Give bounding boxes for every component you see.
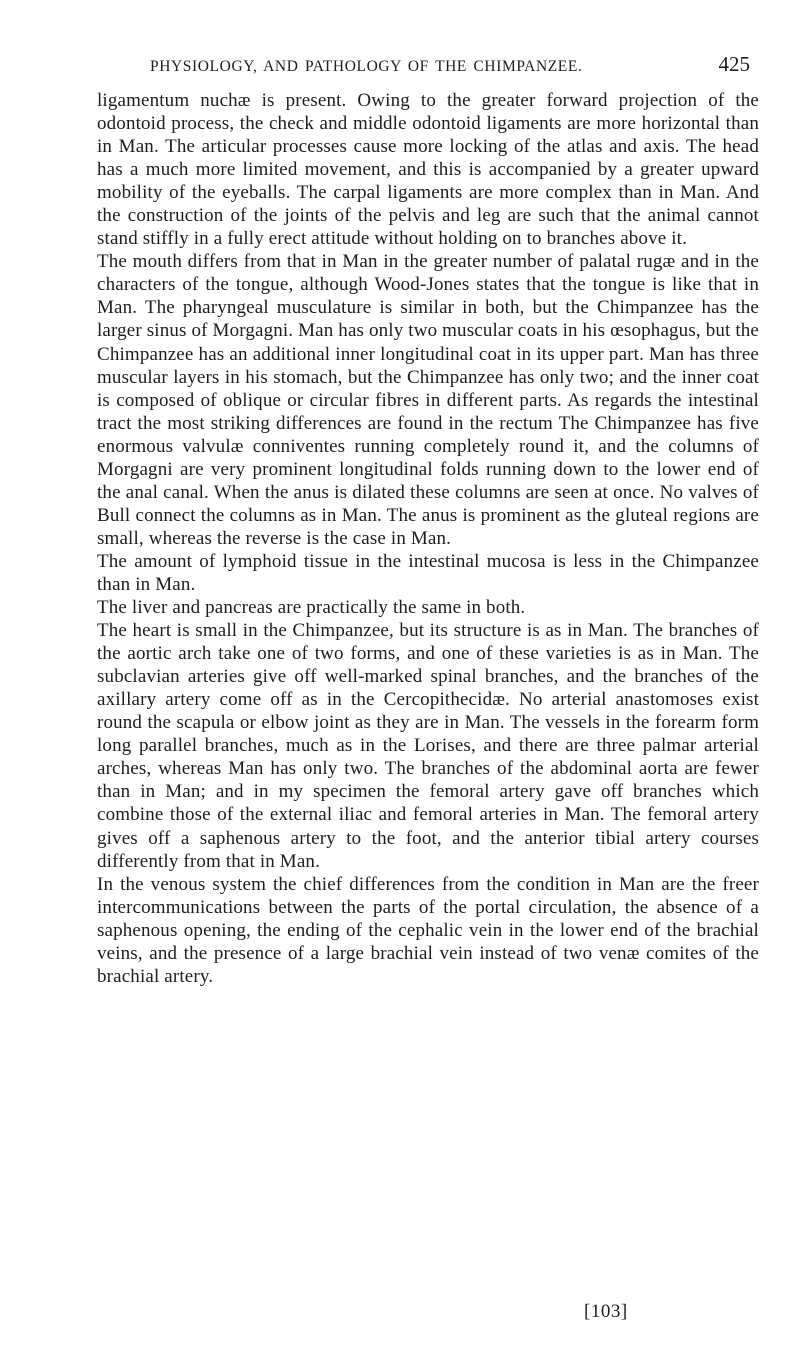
paragraph: The mouth differs from that in Man in the greater number of palatal rugæ and in the characters of the tongue, although Wood-Jones states that the tongue is like that in Man. The pharyngeal musculature is similar in both, but the Chimpanzee has the larger sinus of Morgagni. Man has only two muscular coats in his œsophagus, but the Chimpanzee has an additional inner longitudinal coat in its upper part. Man has three muscular layers in his stomach, but the Chimpanzee has only two; and the inner coat is composed of oblique or circular fibres in different parts. As regards the intestinal tract the most striking differences are found in the rectum The Chimpanzee has five enormous valvulæ conniventes running completely round it, and the columns of Morgagni are very prominent longitudinal folds running down to the lower end of the anal canal. When the anus is dilated these columns are seen at once. No valves of Bull connect the columns as in Man. The anus is prominent as the gluteal regions are small, whereas the reverse is the case in Man.: [97, 251, 759, 549]
paragraph: The heart is small in the Chimpanzee, but its structure is as in Man. The branches of the aortic arch take one of two forms, and one of these varieties is as in Man. The subclavian arteries give off well-marked spinal branches, and the branches of the axillary artery come off as in the Cercopithecidæ. No arterial anastomoses exist round the scapula or elbow joint as they are in Man. The vessels in the forearm form long parallel branches, much as in the Lorises, and there are three palmar arterial arches, whereas Man has only two. The branches of the abdominal aorta are fewer than in Man; and in my specimen the femoral artery gave off branches which combine those of the external iliac and femoral arteries in Man. The femoral artery gives off a saphenous artery to the foot, and the anterior tibial artery courses differently from that in Man.: [97, 620, 759, 872]
running-head: PHYSIOLOGY, AND PATHOLOGY OF THE CHIMPANZEE.: [150, 58, 583, 75]
page-number: 425: [718, 52, 750, 76]
paragraph: In the venous system the chief differences from the condition in Man are the freer intercommunications between the parts of the portal circulation, the absence of a saphenous opening, the ending of the cephalic vein in the lower end of the brachial veins, and the presence of a large brachial vein instead of two venæ comites of the brachial artery.: [97, 873, 759, 987]
paragraph: The amount of lymphoid tissue in the intestinal mucosa is less in the Chimpanzee than in Man.: [97, 550, 759, 595]
body-text: [97, 89, 759, 988]
paragraph: The liver and pancreas are practically the same in both.: [97, 597, 526, 619]
page-header: [150, 52, 750, 82]
paragraph: ligamentum nuchæ is present. Owing to the greater forward projection of the odontoid process, the check and middle odontoid ligaments are more horizontal than in Man. The articular processes cause more locking of the atlas and axis. The head has a much more limited movement, and this is accompanied by a greater upward mobility of the eyeballs. The carpal ligaments are more complex than in Man. And the construction of the joints of the pelvis and leg are such that the animal cannot stand stiffly in a fully erect attitude without holding on to branches above it.: [97, 90, 759, 250]
signature-mark: [103]: [584, 1301, 628, 1322]
